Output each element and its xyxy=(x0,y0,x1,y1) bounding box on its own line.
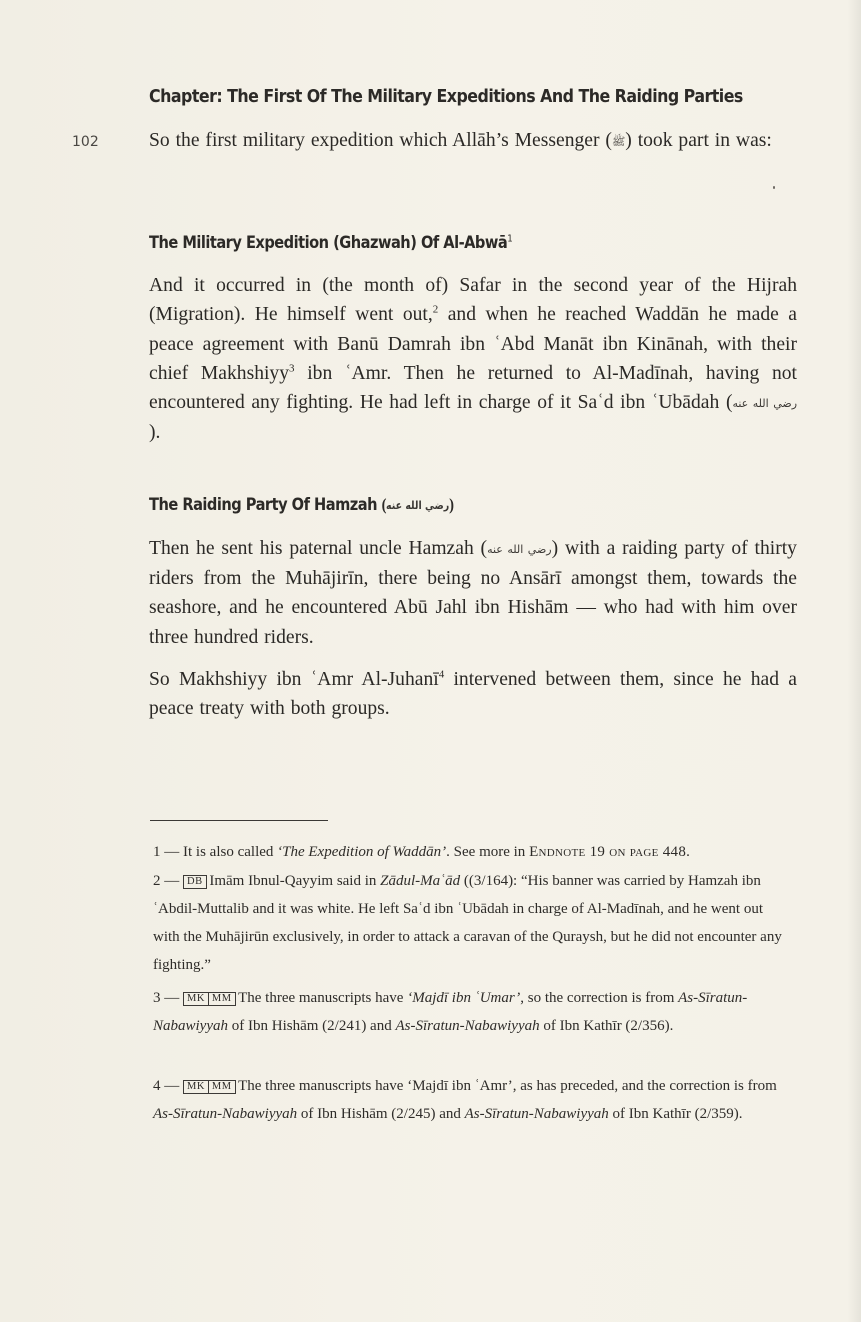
footnote-ref: 4 xyxy=(438,668,445,681)
page-gutter-shadow xyxy=(847,0,861,1322)
footnote-ref: 3 xyxy=(289,362,295,375)
honorific-close-paren: ) xyxy=(625,130,632,151)
footnote-book-title: Zādul-Maʿād xyxy=(380,873,461,889)
footnote-book-title: As-Sīratun-Nabawiyyah xyxy=(153,1106,298,1122)
heading-text: The Raiding Party Of Hamzah xyxy=(149,495,378,515)
radiyallahu-honorific-glyph: رضي الله عنه xyxy=(732,397,798,411)
footnote-4 xyxy=(153,1072,789,1128)
source-tag-badge: MK xyxy=(183,992,209,1006)
footnote-text: Imām Ibnul-Qayyim said in xyxy=(209,873,381,889)
footnote-book-title: As-Sīratun-Nabawiyyah xyxy=(395,1018,540,1034)
footnote-text: , so the correction is from xyxy=(520,990,679,1006)
footnote-text: of Ibn Kathīr (2/356). xyxy=(539,1018,674,1034)
footnote-text: The three manuscripts have ‘Majdī ibn ʿAmr’, as has preceded, and the correction is from xyxy=(238,1078,777,1094)
footnote-text: It is also called xyxy=(183,844,278,860)
paper-speck xyxy=(773,186,775,189)
source-tag-badge: MM xyxy=(208,1080,236,1094)
endnote-reference: Endnote 19 on page 448 xyxy=(529,844,687,860)
paragraph-hamzah xyxy=(149,534,797,652)
page-number: 102 xyxy=(72,134,99,150)
section-heading-hamzah xyxy=(149,495,454,515)
paragraph-text: . xyxy=(155,422,161,444)
paragraph-text: So Makhshiyy ibn ʿAmr Al-Juhanī xyxy=(149,669,439,690)
paragraph-text: and when he reached Waddān he made a peace agreement with Banū Damrah ibn ʿAbd Manāt ibn Kinānah, with their chief Makhshiyy xyxy=(149,304,797,384)
footnote-text: of Ibn Kathīr (2/359). xyxy=(608,1106,743,1122)
footnote-text: ((3/164): “His banner was carried by Hamzah ibn ʿAbdil-Muttalib and it was white. He left Saʿd ibn ʿUbādah in charge of Al-Madīnah, and he went out with the Muhājirūn exclusively, in order to attack a caravan of the Quraysh, but he did not encounter any fighting.” xyxy=(153,873,782,973)
footnote-3 xyxy=(153,984,789,1040)
footnote-ref: 2 xyxy=(432,303,439,316)
honorific-close-paren: ) xyxy=(149,422,156,444)
honorific-close-paren: ) xyxy=(551,538,559,559)
footnote-number: 2 — xyxy=(153,873,180,889)
paragraph-text: And it occurred in (the month of) Safar in the second year of the Hijrah (Migration). He himself went out, xyxy=(149,275,797,326)
paragraph-text: Then he sent his paternal uncle Hamzah xyxy=(149,538,474,559)
radiyallahu-honorific-glyph: رضي الله عنه xyxy=(487,542,552,556)
honorific-open-paren: ( xyxy=(725,392,733,414)
honorific-close-paren: ) xyxy=(449,495,454,514)
footnote-text: . xyxy=(686,844,690,860)
footnote-text: of Ibn Hishām (2/245) and xyxy=(297,1106,465,1122)
paragraph-text: took part in was: xyxy=(637,130,772,151)
honorific-open-paren: ( xyxy=(605,130,612,151)
footnote-number: 1 — xyxy=(153,844,180,860)
footnote-1 xyxy=(153,838,789,866)
footnote-book-title: As-Sīratun-Nabawiyyah xyxy=(464,1106,609,1122)
paragraph-abwa xyxy=(149,271,797,448)
paragraph-text: So the first military expedition which Allāh’s Messenger xyxy=(149,130,600,151)
footnote-number: 4 — xyxy=(153,1078,180,1094)
honorific-open-paren: ( xyxy=(480,538,488,559)
salawat-honorific-glyph: ﷺ xyxy=(611,134,626,148)
footnote-separator xyxy=(150,820,328,821)
paragraph-first-expedition xyxy=(149,126,797,156)
section-heading-abwa xyxy=(149,233,512,253)
source-tag-badge: MK xyxy=(183,1080,209,1094)
heading-text: The Military Expedition (Ghazwah) Of Al-Abwā xyxy=(149,233,508,253)
footnote-text: . See more in xyxy=(446,844,530,860)
honorific-open-paren: ( xyxy=(381,495,386,514)
source-tag-badge: MM xyxy=(208,992,236,1006)
radiyallahu-honorific-glyph: رضي الله عنه xyxy=(385,498,450,512)
paragraph-text: ibn ʿAmr. Then he returned to Al-Madīnah, having not encountered any fighting. He had left in charge of it Saʿd ibn ʿUbādah xyxy=(149,362,797,414)
footnote-italic-name: ‘Majdī ibn ʿUmar’ xyxy=(407,990,521,1006)
footnote-2 xyxy=(153,867,789,979)
chapter-heading: Chapter: The First Of The Military Expeditions And The Raiding Parties xyxy=(149,86,743,107)
footnote-book-title: As-Sīratun-Nabawiyyah xyxy=(153,990,748,1034)
paragraph-makhshiyy xyxy=(149,665,797,724)
footnote-text: The three manuscripts have xyxy=(238,990,408,1006)
footnote-number: 3 — xyxy=(153,990,180,1006)
footnote-ref: 1 xyxy=(507,233,513,245)
footnote-text: of Ibn Hishām (2/241) and xyxy=(228,1018,396,1034)
paragraph-text: with a raiding party of thirty riders from the Muhājirīn, there being no Ansārī amongst them, towards the seashore, and he encountered Abū Jahl ibn Hishām — who had with him over three hundred riders. xyxy=(149,538,797,648)
source-tag-badge: DB xyxy=(183,875,207,889)
paragraph-text: intervened between them, since he had a peace treaty with both groups. xyxy=(149,669,797,720)
footnote-italic-title: ‘The Expedition of Waddān’ xyxy=(277,844,447,860)
